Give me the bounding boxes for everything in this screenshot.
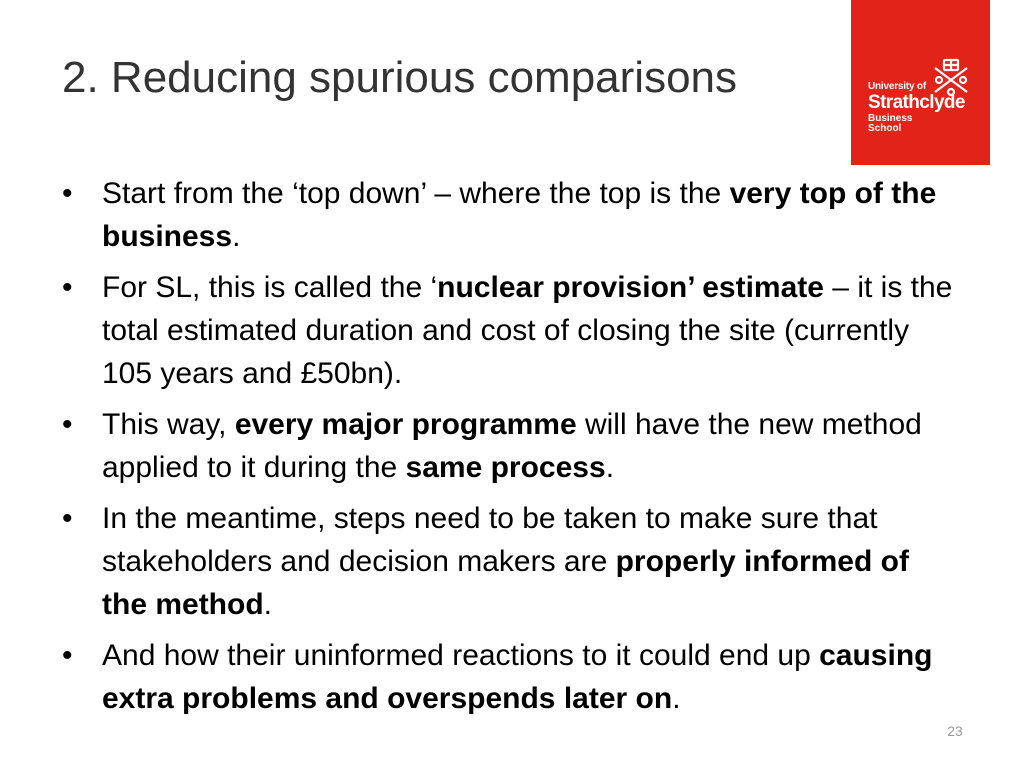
bullet-text: – it is the total estimated duration and cost of closing the site (currently 105 years and £50bn). — [102, 271, 953, 390]
bullet-icon: • — [62, 177, 73, 210]
bullet-text: Start from the ‘top down’ – where the top is the — [102, 177, 730, 210]
bullet-text: For SL, this is called the ‘ — [102, 271, 438, 304]
bullet-icon: • — [62, 639, 73, 672]
bullet-bold-text: nuclear provision’ estimate — [437, 271, 824, 304]
page-number: 23 — [947, 723, 963, 739]
university-logo — [851, 0, 990, 165]
bullet-text: This way, — [102, 408, 235, 441]
bullet-icon: • — [62, 408, 73, 441]
bullet-item — [62, 497, 962, 626]
bullet-text: In the meantime, steps need to be taken to make sure that stakeholders and decision makers are — [102, 502, 878, 578]
logo-wordmark — [868, 82, 965, 134]
bullet-text: . — [605, 451, 615, 484]
bullet-bold-text: same process — [405, 451, 606, 484]
bullet-item — [62, 403, 962, 489]
bullet-text: . — [672, 682, 681, 715]
bullet-item — [62, 266, 962, 395]
bullet-list — [62, 172, 962, 728]
bullet-bold-text: properly informed of the method — [102, 545, 909, 621]
bullet-item — [62, 172, 962, 258]
bullet-bold-text: causing extra problems and overspends later on — [102, 639, 933, 715]
bullet-bold-text: every major programme — [234, 408, 577, 441]
bullet-icon: • — [62, 271, 73, 304]
bullet-text: . — [263, 588, 273, 621]
bullet-icon: • — [62, 502, 73, 535]
bullet-text: And how their uninformed reactions to it could end up — [102, 639, 820, 672]
logo-line-school: School — [868, 123, 902, 134]
bullet-text: . — [232, 220, 241, 253]
bullet-item — [62, 634, 962, 720]
bullet-text: will have the new method applied to it during the — [102, 408, 922, 484]
slide-title: 2. Reducing spurious comparisons — [62, 53, 738, 102]
logo-line-university: University of — [868, 81, 926, 92]
logo-line-strathclyde: Strathclyde — [868, 92, 965, 113]
bullet-bold-text: very top of the business — [102, 177, 937, 253]
logo-line-business: Business — [868, 113, 913, 124]
